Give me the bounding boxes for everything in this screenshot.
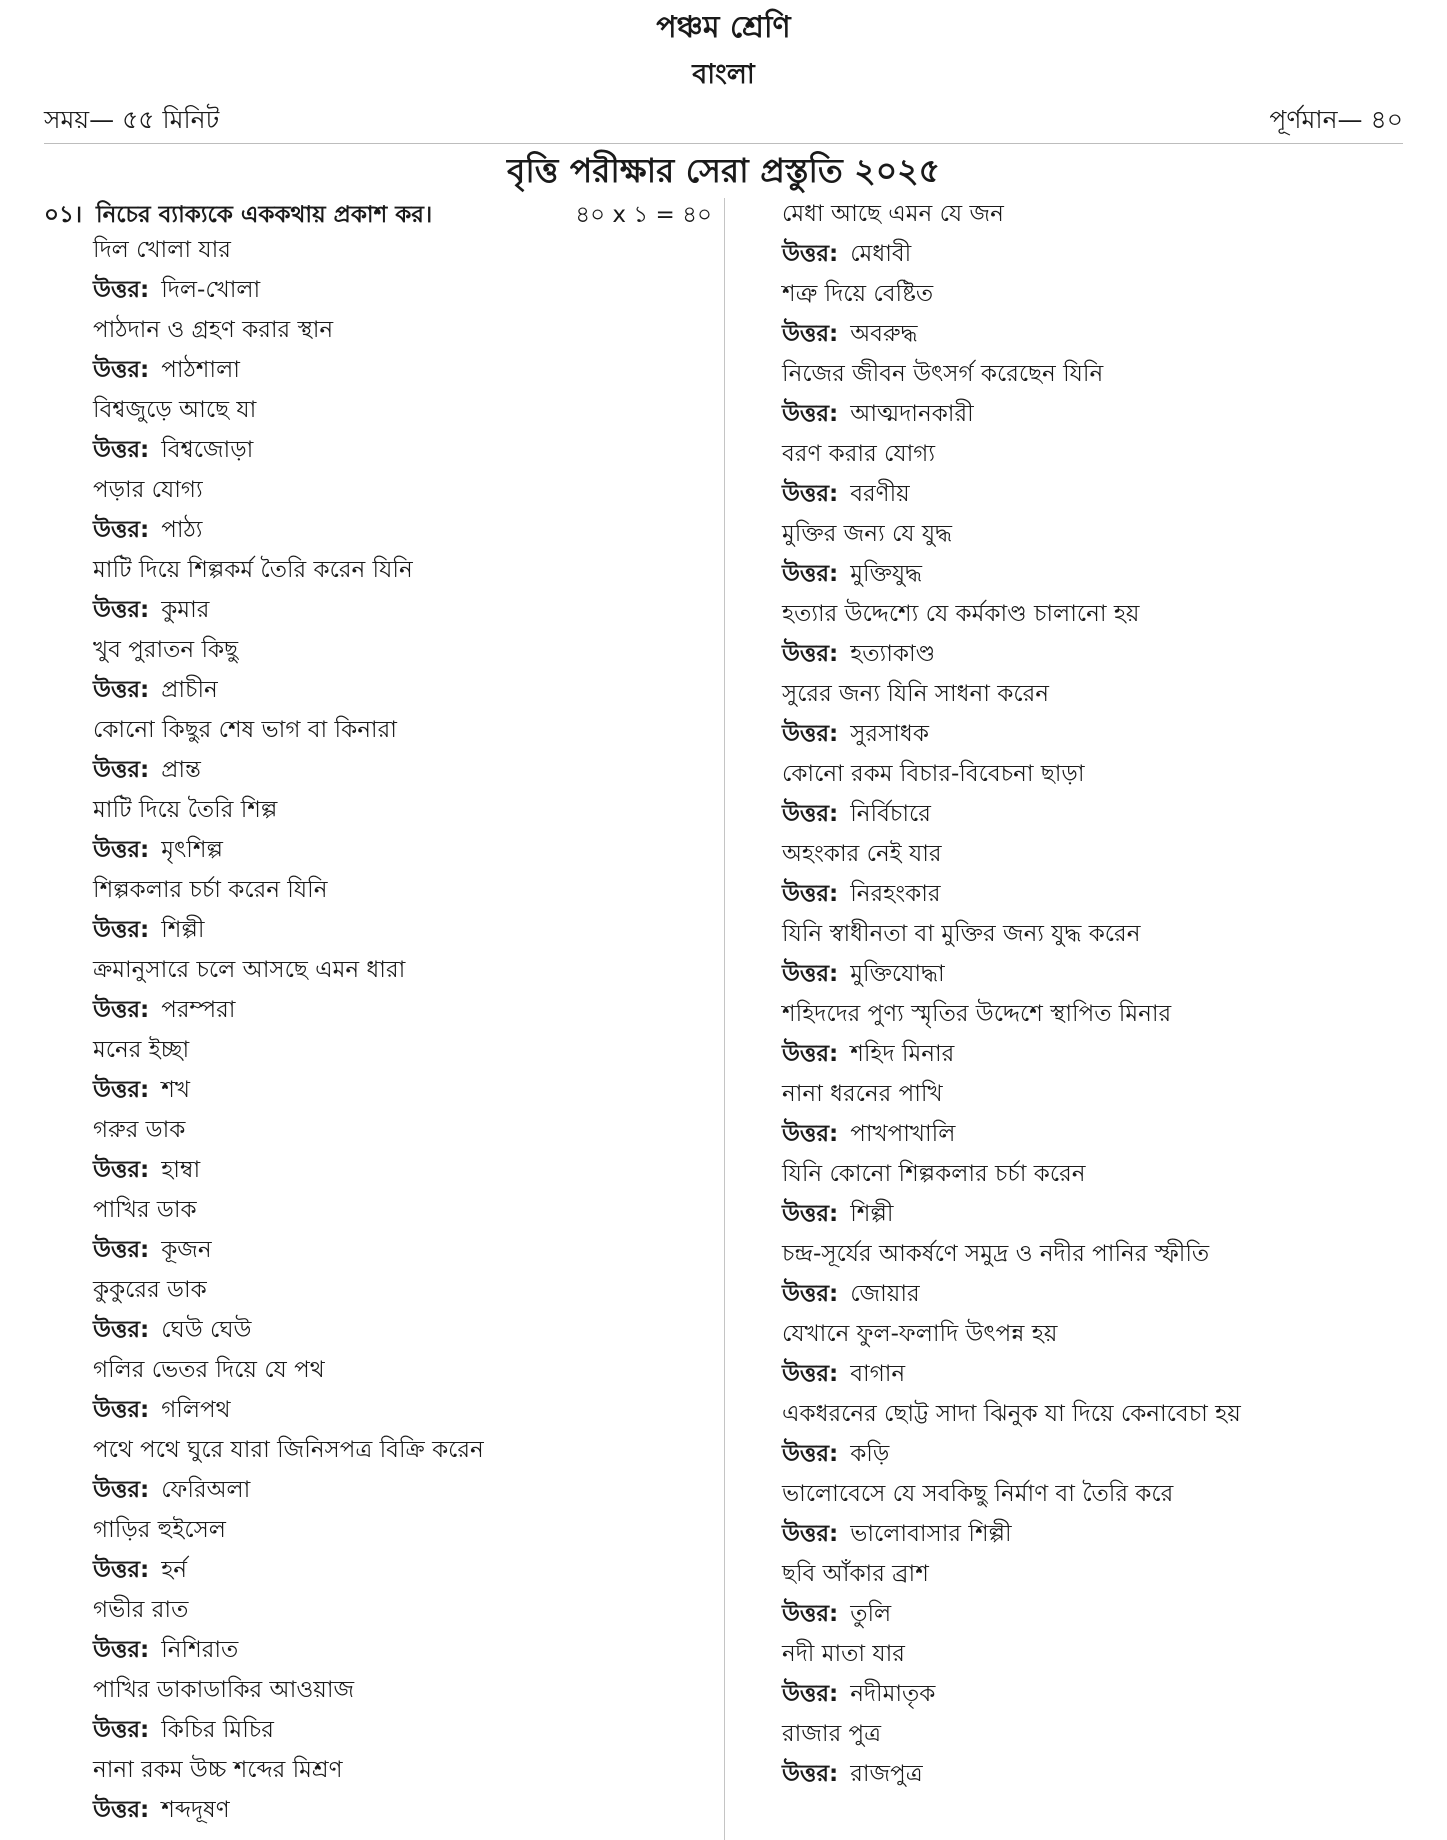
qa-item (93, 310, 713, 390)
answer-text: ঘেউ ঘেউ (161, 1317, 252, 1343)
qa-item (782, 994, 1422, 1074)
qa-item (782, 754, 1422, 834)
answer-text: দিল-খোলা (161, 277, 261, 303)
question-text: নিচের ব্যাক্যকে এককথায় প্রকাশ কর। (96, 202, 433, 228)
question-phrase: নানা ধরনের পাখি (782, 1081, 943, 1107)
answer-text: আত্মদানকারী (850, 401, 974, 427)
answer-text: মেধাবী (850, 241, 912, 267)
answer-label: উত্তর: (782, 1761, 839, 1787)
answer-text: রাজপুত্র (850, 1761, 923, 1787)
question-phrase: পড়ার যোগ্য (93, 477, 203, 503)
answer-label: উত্তর: (93, 1237, 150, 1263)
question-phrase: কুকুরের ডাক (93, 1277, 207, 1303)
qa-item (782, 1474, 1422, 1554)
question-phrase: দিল খোলা যার (93, 237, 231, 263)
answer-text: গলিপথ (161, 1397, 231, 1423)
answer-text: নির্বিচারে (850, 801, 931, 827)
question-phrase: পথে পথে ঘুরে যারা জিনিসপত্র বিক্রি করেন (93, 1437, 484, 1463)
answer-label: উত্তর: (93, 277, 150, 303)
answer-label: উত্তর: (93, 437, 150, 463)
answer-line (93, 750, 713, 790)
answer-label: উত্তর: (93, 1157, 150, 1183)
answer-text: বরণীয় (850, 481, 910, 507)
qa-item (93, 1670, 713, 1750)
answer-text: বিশ্বজোড়া (161, 437, 254, 463)
answer-text: সুরসাধক (850, 721, 929, 747)
answer-label: উত্তর: (93, 357, 150, 383)
question-phrase: চন্দ্র-সূর্যের আকর্ষণে সমুদ্র ও নদীর পানির স্ফীতি (782, 1241, 1210, 1267)
question-phrase: কোনো রকম বিচার-বিবেচনা ছাড়া (782, 761, 1085, 787)
answer-label: উত্তর: (93, 1477, 150, 1503)
question-phrase: যিনি কোনো শিল্পকলার চর্চা করেন (782, 1161, 1086, 1187)
question-phrase: পাঠদান ও গ্রহণ করার স্থান (93, 317, 334, 343)
answer-label: উত্তর: (782, 961, 839, 987)
qa-item (782, 434, 1422, 514)
answer-line (782, 1274, 1422, 1314)
answer-text: প্রাচীন (161, 677, 218, 703)
answer-label: উত্তর: (782, 321, 839, 347)
question-phrase: ছবি আঁকার ব্রাশ (782, 1561, 929, 1587)
qa-item (93, 1510, 713, 1590)
qa-item (93, 230, 713, 310)
answer-text: নিশিরাত (161, 1637, 239, 1663)
question-phrase: গভীর রাত (93, 1597, 189, 1623)
answer-text: পরম্পরা (161, 997, 236, 1023)
answer-label: উত্তর: (782, 1201, 839, 1227)
answer-text: কড়ি (850, 1441, 890, 1467)
answer-label: উত্তর: (93, 997, 150, 1023)
qa-item (782, 1714, 1422, 1794)
question-phrase: শত্রু দিয়ে বেষ্টিত (782, 281, 934, 307)
answer-label: উত্তর: (93, 1317, 150, 1343)
question-marks: ৪০ x ১ = ৪০ (575, 202, 712, 228)
question-phrase: নিজের জীবন উৎসর্গ করেছেন যিনি (782, 361, 1104, 387)
qa-item (782, 1314, 1422, 1394)
answer-line (782, 1674, 1422, 1714)
answer-line (782, 954, 1422, 994)
answer-label: উত্তর: (93, 677, 150, 703)
answer-line (782, 394, 1422, 434)
answer-label: উত্তর: (93, 917, 150, 943)
answer-label: উত্তর: (782, 881, 839, 907)
answer-text: পাখপাখালি (850, 1121, 956, 1147)
qa-item (93, 870, 713, 950)
column-divider (724, 198, 725, 1840)
qa-item (782, 354, 1422, 434)
qa-item (782, 1154, 1422, 1234)
qa-item (782, 1234, 1422, 1314)
answer-line (93, 1790, 713, 1830)
qa-item (782, 674, 1422, 754)
answer-label: উত্তর: (782, 1121, 839, 1147)
question-phrase: যিনি স্বাধীনতা বা মুক্তির জন্য যুদ্ধ করেন (782, 921, 1141, 947)
answer-line (93, 510, 713, 550)
qa-item (93, 1350, 713, 1430)
qa-item (93, 1270, 713, 1350)
answer-label: উত্তর: (782, 1681, 839, 1707)
answer-label: উত্তর: (782, 641, 839, 667)
question-number: ০১। (44, 202, 83, 228)
subject-title: বাংলা (692, 59, 755, 90)
qa-item (782, 1074, 1422, 1154)
answer-label: উত্তর: (93, 517, 150, 543)
qa-item (93, 390, 713, 470)
qa-item (93, 1590, 713, 1670)
question-phrase: বরণ করার যোগ্য (782, 441, 936, 467)
qa-item (782, 914, 1422, 994)
question-phrase: ভালোবেসে যে সবকিছু নির্মাণ বা তৈরি করে (782, 1481, 1174, 1507)
answer-line (93, 910, 713, 950)
answer-label: উত্তর: (93, 1557, 150, 1583)
question-phrase: গরুর ডাক (93, 1117, 186, 1143)
answer-text: কুমার (161, 597, 210, 623)
qa-item (93, 550, 713, 630)
class-title: পঞ্চম শ্রেণি (656, 10, 791, 45)
answer-line (782, 1114, 1422, 1154)
answer-text: প্রান্ত (161, 757, 201, 783)
answer-line (93, 1550, 713, 1590)
question-phrase: পাখির ডাকাডাকির আওয়াজ (93, 1677, 355, 1703)
answer-line (93, 1710, 713, 1750)
qa-item (782, 1634, 1422, 1714)
answer-text: কূজন (161, 1237, 212, 1263)
answer-line (93, 830, 713, 870)
answer-text: নিরহংকার (850, 881, 941, 907)
question-phrase: সুরের জন্য যিনি সাধনা করেন (782, 681, 1049, 707)
question-phrase: রাজার পুত্র (782, 1721, 882, 1747)
qa-item (93, 1750, 713, 1830)
answer-text: পাঠশালা (161, 357, 240, 383)
exam-heading: বৃত্তি পরীক্ষার সেরা প্রস্তুতি ২০২৫ (506, 151, 941, 190)
answer-text: মৃৎশিল্প (161, 837, 223, 863)
qa-item (93, 710, 713, 790)
answer-text: শহিদ মিনার (850, 1041, 955, 1067)
answer-label: উত্তর: (93, 1397, 150, 1423)
answer-line (93, 990, 713, 1030)
answer-label: উত্তর: (93, 597, 150, 623)
answer-text: হর্ন (161, 1557, 188, 1583)
answer-text: ফেরিঅলা (161, 1477, 251, 1503)
answer-text: হত্যাকাণ্ড (850, 641, 936, 667)
answer-line (93, 590, 713, 630)
answer-line (782, 634, 1422, 674)
question-phrase: কোনো কিছুর শেষ ভাগ বা কিনারা (93, 717, 397, 743)
answer-line (782, 1754, 1422, 1794)
answer-label: উত্তর: (782, 1441, 839, 1467)
question-phrase: নানা রকম উচ্চ শব্দের মিশ্রণ (93, 1757, 343, 1783)
question-phrase: একধরনের ছোট্ট সাদা ঝিনুক যা দিয়ে কেনাবেচা হয় (782, 1401, 1241, 1427)
question-phrase: অহংকার নেই যার (782, 841, 942, 867)
question-phrase: ক্রমানুসারে চলে আসছে এমন ধারা (93, 957, 406, 983)
answer-line (93, 1630, 713, 1670)
question-phrase: মনের ইচ্ছা (93, 1037, 190, 1063)
qa-item (93, 1430, 713, 1510)
answer-text: পাঠ্য (161, 517, 203, 543)
question-phrase: নদী মাতা যার (782, 1641, 905, 1667)
answer-line (782, 234, 1422, 274)
answer-line (93, 1470, 713, 1510)
answer-line (782, 474, 1422, 514)
question-phrase: শহিদদের পুণ্য স্মৃতির উদ্দেশে স্থাপিত মিনার (782, 1001, 1172, 1027)
question-phrase: গাড়ির হুইসেল (93, 1517, 226, 1543)
answer-label: উত্তর: (782, 1601, 839, 1627)
qa-item (93, 1190, 713, 1270)
header-divider (44, 143, 1403, 144)
answer-line (93, 350, 713, 390)
answer-text: শব্দদূষণ (161, 1797, 230, 1823)
answer-label: উত্তর: (93, 1717, 150, 1743)
answer-line (93, 1070, 713, 1110)
question-phrase: পাখির ডাক (93, 1197, 197, 1223)
question-phrase: মেধা আছে এমন যে জন (782, 201, 1004, 227)
answer-text: শিল্পী (850, 1201, 894, 1227)
question-phrase: মাটি দিয়ে শিল্পকর্ম তৈরি করেন যিনি (93, 557, 413, 583)
answer-label: উত্তর: (782, 1361, 839, 1387)
question-phrase: শিল্পকলার চর্চা করেন যিনি (93, 877, 328, 903)
qa-item (782, 1554, 1422, 1634)
answer-label: উত্তর: (782, 801, 839, 827)
question-phrase: বিশ্বজুড়ে আছে যা (93, 397, 257, 423)
left-column (93, 230, 713, 1830)
answer-line (782, 714, 1422, 754)
question-line (44, 196, 712, 234)
answer-line (782, 1194, 1422, 1234)
answer-line (782, 314, 1422, 354)
time-info: সময়— ৫৫ মিনিট (44, 105, 220, 134)
qa-item (782, 594, 1422, 674)
question-phrase: মুক্তির জন্য যে যুদ্ধ (782, 521, 952, 547)
answer-label: উত্তর: (93, 757, 150, 783)
qa-item (782, 1394, 1422, 1474)
answer-label: উত্তর: (782, 481, 839, 507)
answer-line (93, 1390, 713, 1430)
answer-line (782, 1034, 1422, 1074)
qa-item (782, 274, 1422, 354)
qa-item (93, 1110, 713, 1190)
answer-text: কিচির মিচির (161, 1717, 274, 1743)
answer-text: শিল্পী (161, 917, 205, 943)
answer-text: তুলি (850, 1601, 892, 1627)
answer-text: নদীমাতৃক (850, 1681, 936, 1707)
answer-label: উত্তর: (93, 1077, 150, 1103)
question-phrase: যেখানে ফুল-ফলাদি উৎপন্ন হয় (782, 1321, 1058, 1347)
question-phrase: গলির ভেতর দিয়ে যে পথ (93, 1357, 325, 1383)
answer-line (93, 270, 713, 310)
answer-text: ভালোবাসার শিল্পী (850, 1521, 1012, 1547)
answer-line (93, 1150, 713, 1190)
answer-text: শখ (161, 1077, 190, 1103)
question-phrase: হত্যার উদ্দেশ্যে যে কর্মকাণ্ড চালানো হয় (782, 601, 1140, 627)
qa-item (93, 790, 713, 870)
answer-text: অবরুদ্ধ (850, 321, 918, 347)
qa-item (782, 834, 1422, 914)
answer-line (93, 430, 713, 470)
answer-line (93, 1230, 713, 1270)
qa-item (93, 1030, 713, 1110)
answer-text: জোয়ার (850, 1281, 920, 1307)
qa-item (93, 470, 713, 550)
answer-label: উত্তর: (782, 1041, 839, 1067)
answer-label: উত্তর: (782, 721, 839, 747)
answer-label: উত্তর: (93, 1797, 150, 1823)
answer-line (782, 874, 1422, 914)
qa-item (782, 194, 1422, 274)
full-marks-info: পূর্ণমান— ৪০ (1269, 105, 1403, 134)
qa-item (93, 950, 713, 1030)
right-column (782, 194, 1422, 1794)
qa-item (93, 630, 713, 710)
answer-label: উত্তর: (782, 1281, 839, 1307)
answer-line (782, 1434, 1422, 1474)
answer-label: উত্তর: (93, 1637, 150, 1663)
answer-line (782, 1354, 1422, 1394)
qa-item (782, 514, 1422, 594)
question-phrase: খুব পুরাতন কিছু (93, 637, 239, 663)
answer-line (93, 1310, 713, 1350)
answer-label: উত্তর: (782, 401, 839, 427)
answer-text: মুক্তিযুদ্ধ (850, 561, 923, 587)
answer-label: উত্তর: (93, 837, 150, 863)
answer-line (782, 794, 1422, 834)
answer-text: বাগান (850, 1361, 906, 1387)
answer-line (782, 1594, 1422, 1634)
answer-line (93, 670, 713, 710)
answer-label: উত্তর: (782, 561, 839, 587)
answer-label: উত্তর: (782, 241, 839, 267)
answer-text: হাম্বা (161, 1157, 201, 1183)
answer-text: মুক্তিযোদ্ধা (850, 961, 945, 987)
answer-line (782, 1514, 1422, 1554)
answer-label: উত্তর: (782, 1521, 839, 1547)
question-phrase: মাটি দিয়ে তৈরি শিল্প (93, 797, 278, 823)
answer-line (782, 554, 1422, 594)
